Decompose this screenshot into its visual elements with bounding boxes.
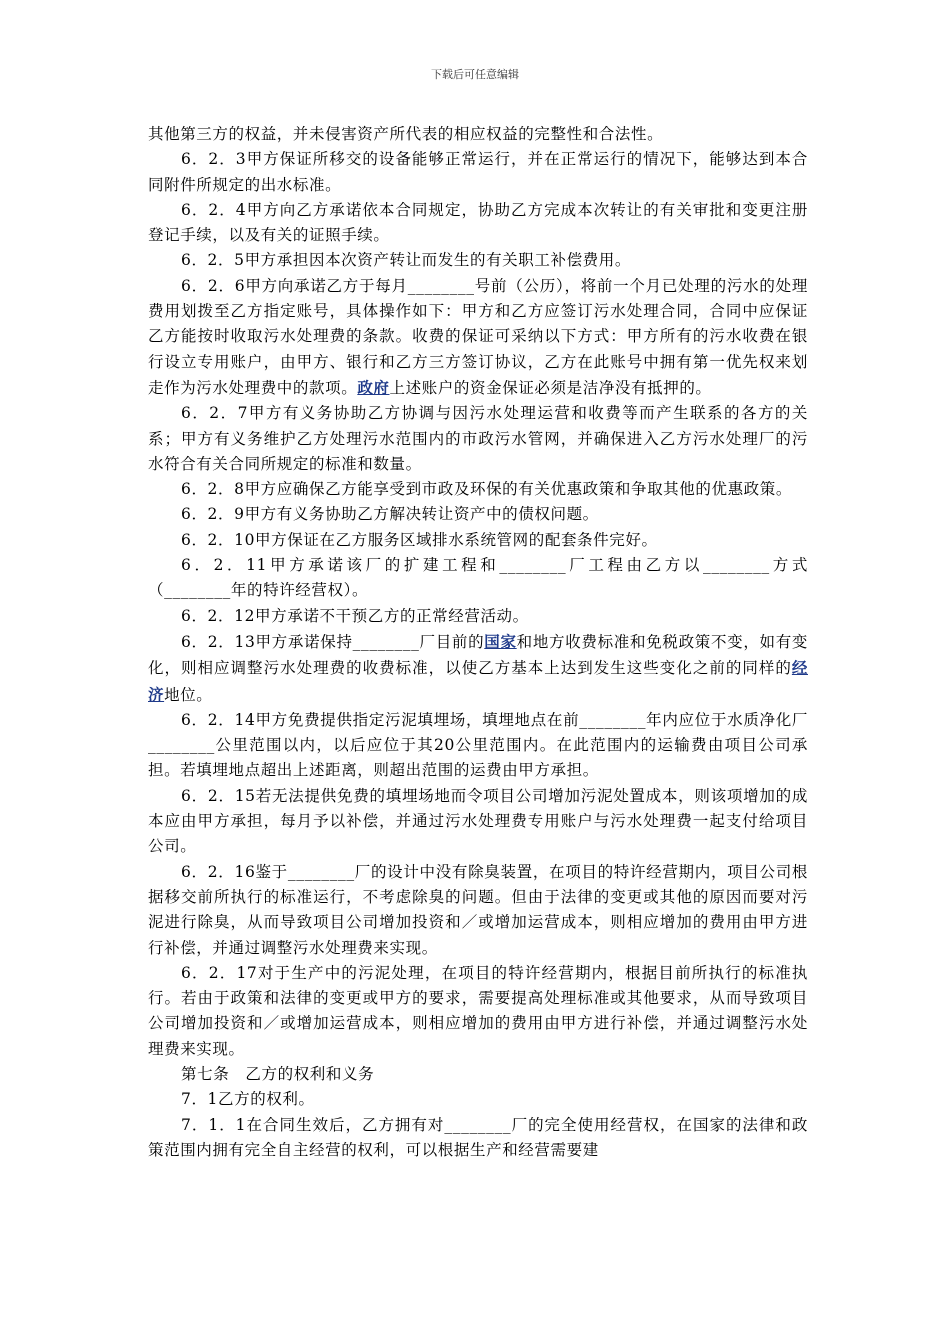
paragraph (148, 708, 808, 784)
paragraph-text: 第七条 乙方的权利和义务 (181, 1064, 375, 1083)
paragraph-text: 6．2．10甲方保证在乙方服务区域排水系统管网的配套条件完好。 (181, 530, 658, 549)
paragraph (148, 401, 808, 477)
paragraph-text: 6．2．13甲方承诺保持________厂目前的 (181, 632, 485, 651)
document-body (148, 122, 808, 1163)
paragraph-text: 6．2．6甲方向承诺乙方于每月________号前（公历），将前一个月已处理的污水的处理费用划拨至乙方指定账号，具体操作如下：甲方和乙方应签订污水处理合同，合同中应保证乙方能按时收取污水处理费的条款。收费的保证可采纳以下方式：甲方所有的污水收费在银行设立专用账户，由甲方、银行和乙方三方签订协议，乙方在此账号中拥有第一优先权来划走作为污水处理费中的款项。 (148, 276, 808, 397)
paragraph-text: 7．1．1在合同生效后，乙方拥有对________厂的完全使用经营权，在国家的法律和政策范围内拥有完全自主经营的权利，可以根据生产和经营需要建 (148, 1115, 808, 1159)
paragraph-text: 6．2．5甲方承担因本次资产转让而发生的有关职工补偿费用。 (181, 251, 631, 270)
paragraph-text: 其他第三方的权益，并未侵害资产所代表的相应权益的完整性和合法性。 (148, 125, 664, 143)
paragraph-text: 6．2．15若无法提供免费的填埋场地而令项目公司增加污泥处置成本，则该项增加的成本应由甲方承担，每月予以补偿，并通过污水处理费专用账户与污水处理费一起支付给项目公司。 (148, 786, 808, 856)
paragraph (148, 604, 808, 629)
paragraph (148, 629, 808, 708)
paragraph (148, 248, 808, 273)
paragraph-text: 6．2．11甲方承诺该厂的扩建工程和________厂工程由乙方以________方式（________年的特许经营权）。 (148, 556, 808, 600)
paragraph (148, 961, 808, 1062)
paragraph-text: 6．2．17对于生产中的污泥处理，在项目的特许经营期内，根据目前所执行的标准执行。若由于政策和法律的变更或甲方的要求，需要提高处理标准或其他要求，从而导致项目公司增加投资和／或增加运营成本，则相应增加的费用由甲方进行补偿，并通过调整污水处理费来实现。 (148, 963, 808, 1058)
keyword-link[interactable]: 国家 (484, 631, 517, 651)
paragraph (148, 1062, 808, 1087)
paragraph (148, 122, 808, 147)
paragraph (148, 1087, 808, 1112)
paragraph-text: 6．2．8甲方应确保乙方能享受到市政及环保的有关优惠政策和争取其他的优惠政策。 (181, 480, 792, 499)
paragraph (148, 553, 808, 604)
paragraph-text: 和地方收费标准和免税政策不变，如有变化，则相应调整污水处理费的收费标准，以使乙方基本上达到发生这些变化之前的同样的 (148, 632, 808, 678)
paragraph (148, 502, 808, 527)
page-header: 下载后可任意编辑 (431, 68, 519, 81)
paragraph-text: 6．2．4甲方向乙方承诺依本合同规定，协助乙方完成本次转让的有关审批和变更注册登记手续，以及有关的证照手续。 (148, 200, 808, 245)
paragraph-text: 6．2．7甲方有义务协助乙方协调与因污水处理运营和收费等而产生联系的各方的关系；甲方有义务维护乙方处理污水范围内的市政污水管网，并确保进入乙方污水处理厂的污水符合有关合同所规定的标准和数量。 (148, 404, 808, 473)
paragraph (148, 198, 808, 249)
paragraph (148, 784, 808, 860)
paragraph (148, 477, 808, 502)
paragraph (148, 147, 808, 198)
paragraph-text: 6．2．12甲方承诺不干预乙方的正常经营活动。 (181, 606, 529, 625)
keyword-link[interactable]: 经济 (148, 658, 808, 704)
paragraph (148, 1113, 808, 1164)
paragraph (148, 528, 808, 553)
paragraph-text: 地位。 (164, 685, 213, 704)
paragraph-text: 6．2．14甲方免费提供指定污泥填埋场，填埋地点在前________年内应位于水质净化厂________公里范围以内，以后应位于其20公里范围内。在此范围内的运输费由项目公司承担。若填埋地点超出上述距离，则超出范围的运费由甲方承担。 (148, 710, 808, 780)
paragraph (148, 274, 808, 401)
paragraph-text: 7．1乙方的权利。 (181, 1090, 315, 1109)
paragraph-text: 6．2．9甲方有义务协助乙方解决转让资产中的债权问题。 (181, 505, 599, 524)
paragraph (148, 860, 808, 961)
paragraph-text: 上述账户的资金保证必须是洁净没有抵押的。 (389, 378, 712, 397)
paragraph-text: 6．2．3甲方保证所移交的设备能够正常运行，并在正常运行的情况下，能够达到本合同附件所规定的出水标准。 (148, 150, 808, 194)
paragraph-text: 6．2．16鉴于________厂的设计中没有除臭装置，在项目的特许经营期内，项目公司根据移交前所执行的标准运行，不考虑除臭的问题。但由于法律的变更或其他的原因而要对污泥进行除臭，从而导致项目公司增加投资和／或增加运营成本，则相应增加的费用由甲方进行补偿，并通过调整污水处理费来实现。 (148, 862, 808, 957)
keyword-link[interactable]: 政府 (357, 377, 390, 397)
